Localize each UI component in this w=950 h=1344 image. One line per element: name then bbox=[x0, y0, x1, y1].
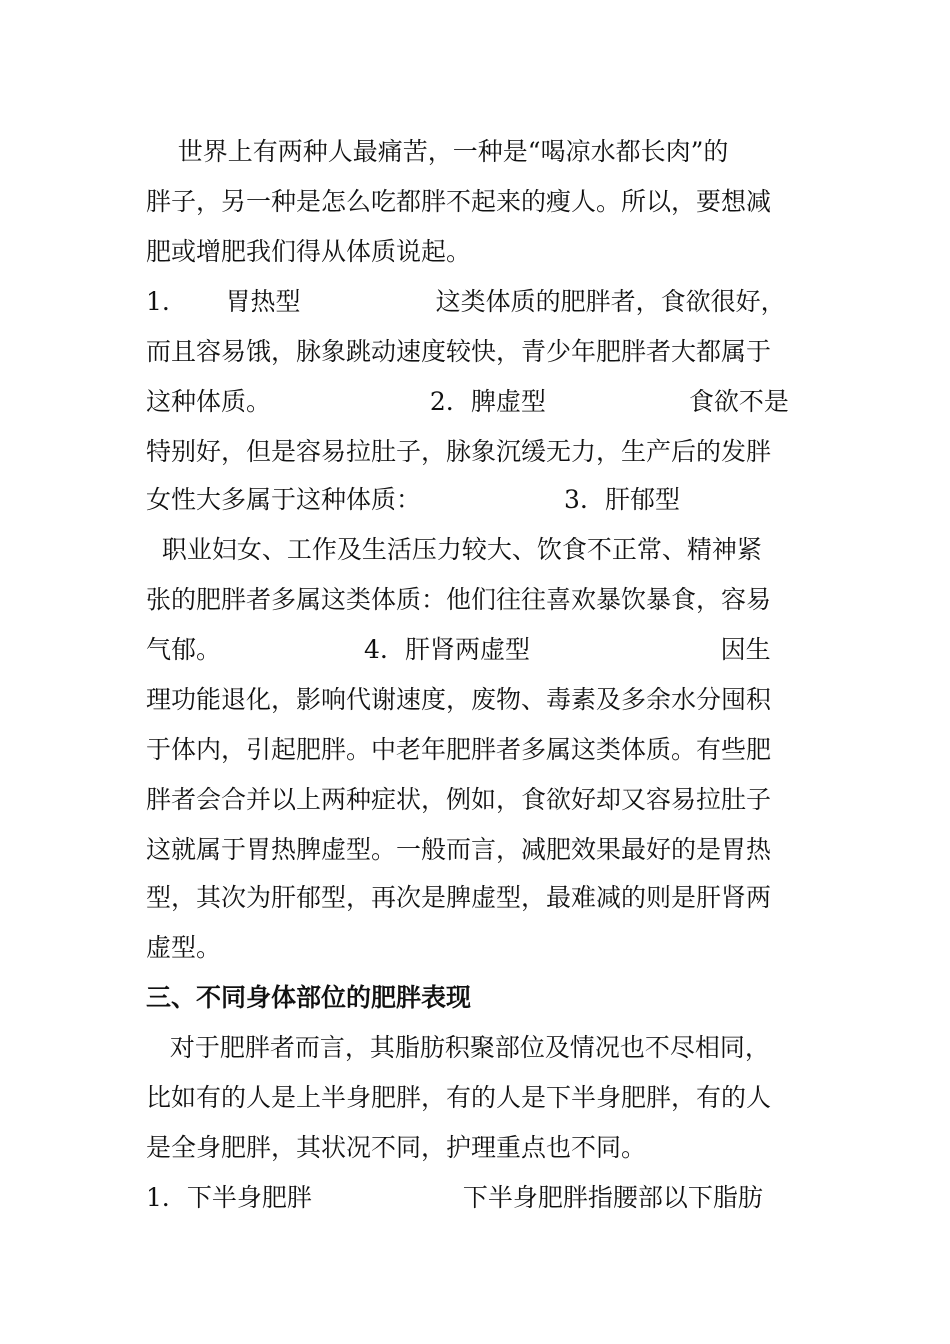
body-text-line: 肥或增肥我们得从体质说起。 bbox=[146, 237, 472, 266]
body-text-line: 而且容易饿，脉象跳动速度较快，青少年肥胖者大都属于 bbox=[146, 337, 772, 366]
body-text-line: 虚型。 bbox=[146, 933, 222, 962]
list-item-line: 女性大多属于这种体质： 3．肝郁型 bbox=[146, 485, 680, 514]
body-text-line: 胖子，另一种是怎么吃都胖不起来的瘦人。所以，要想减 bbox=[146, 187, 772, 216]
body-text-line: 这就属于胃热脾虚型。一般而言，减肥效果最好的是胃热 bbox=[146, 835, 772, 864]
list-item-line: 1. 胃热型 这类体质的肥胖者，食欲很好， bbox=[146, 287, 786, 316]
body-text-line: 型，其次为肝郁型，再次是脾虚型，最难减的则是肝肾两 bbox=[146, 883, 772, 912]
body-text-line: 胖者会合并以上两种症状，例如，食欲好却又容易拉肚子 bbox=[146, 785, 772, 814]
list-item-line: 这种体质。 2．脾虚型 食欲不是 bbox=[146, 387, 789, 416]
body-text-line: 是全身肥胖，其状况不同，护理重点也不同。 bbox=[146, 1133, 647, 1162]
body-text-line: 理功能退化，影响代谢速度，废物、毒素及多余水分囤积 bbox=[146, 685, 772, 714]
list-item-line: 气郁。 4．肝肾两虚型 因生 bbox=[146, 635, 771, 664]
body-text-line: 职业妇女、工作及生活压力较大、饮食不正常、精神紧 bbox=[146, 535, 762, 564]
list-item-line: 1．下半身肥胖 下半身肥胖指腰部以下脂肪 bbox=[146, 1183, 763, 1212]
body-text-line: 张的肥胖者多属这类体质：他们往往喜欢暴饮暴食，容易 bbox=[146, 585, 772, 614]
body-text-line: 对于肥胖者而言，其脂肪积聚部位及情况也不尽相同， bbox=[146, 1033, 770, 1062]
body-text-line: 于体内，引起肥胖。中老年肥胖者多属这类体质。有些肥 bbox=[146, 735, 772, 764]
section-heading: 三、不同身体部位的肥胖表现 bbox=[146, 983, 472, 1012]
body-text-line: 世界上有两种人最痛苦，一种是“喝凉水都长肉”的 bbox=[146, 137, 729, 166]
body-text-line: 特别好，但是容易拉肚子，脉象沉缓无力，生产后的发胖 bbox=[146, 437, 772, 466]
body-text-line: 比如有的人是上半身肥胖，有的人是下半身肥胖，有的人 bbox=[146, 1083, 772, 1112]
